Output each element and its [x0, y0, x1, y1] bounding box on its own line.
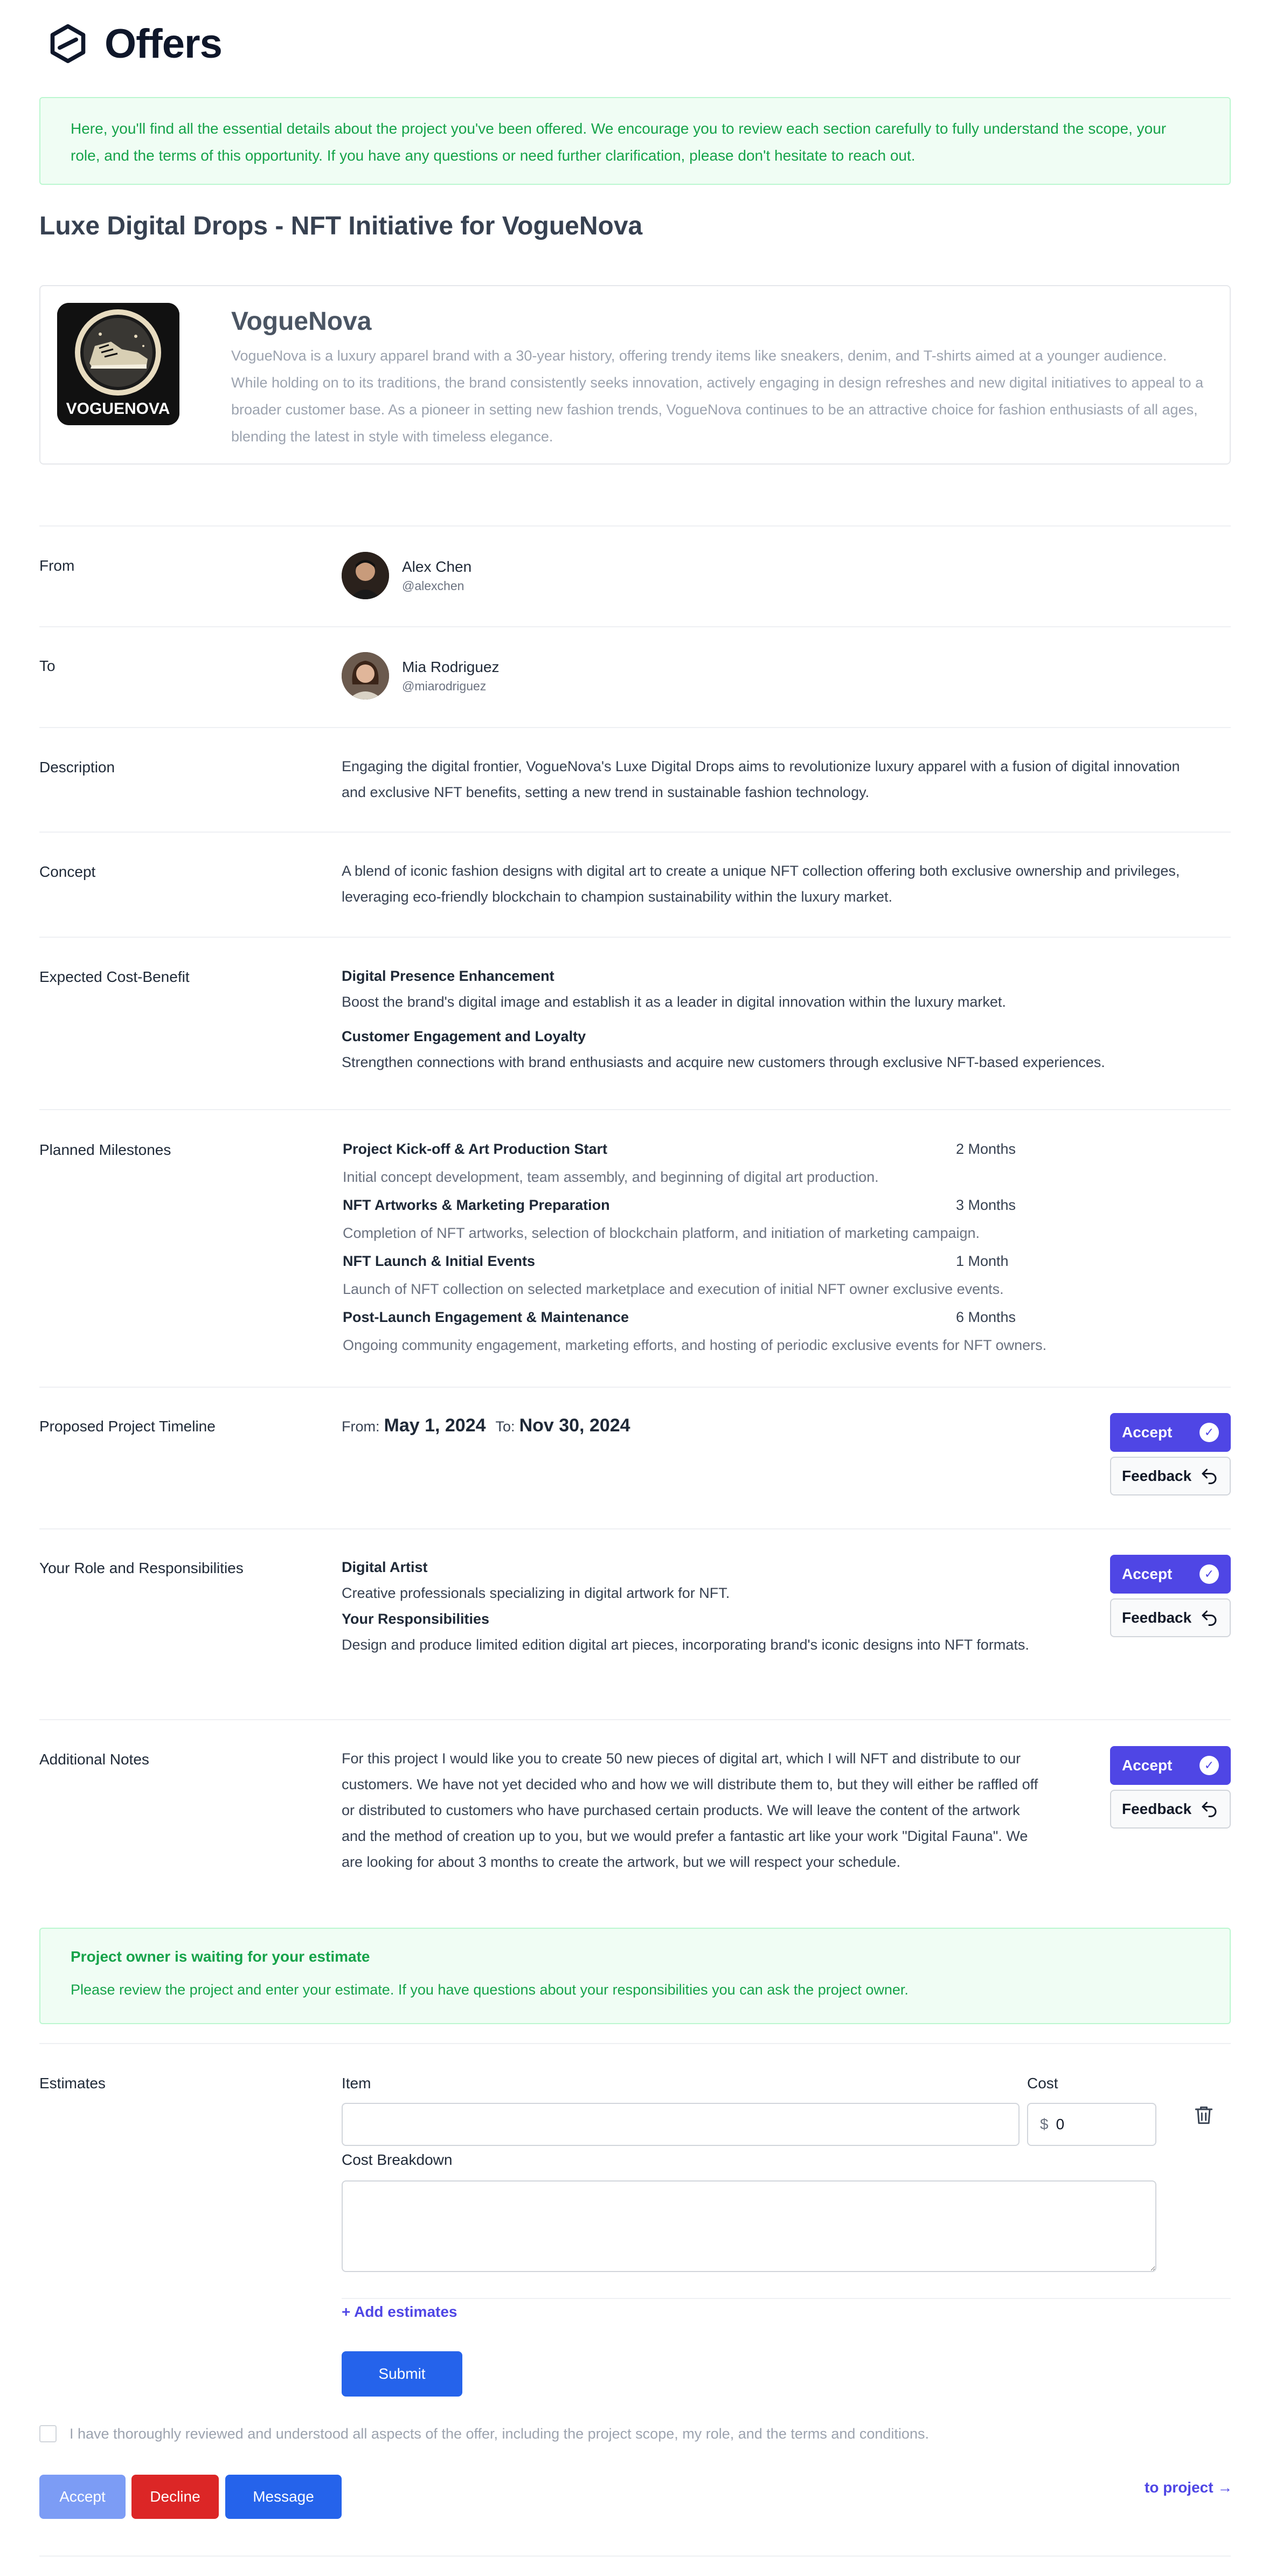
- accept-label: Accept: [1122, 1566, 1173, 1582]
- reply-arrow-icon: [1199, 1799, 1219, 1819]
- accept-label: Accept: [1122, 1424, 1173, 1441]
- to-name: Mia Rodriguez: [402, 658, 500, 675]
- notes-feedback-button[interactable]: [1110, 1790, 1231, 1829]
- submit-button[interactable]: Submit: [342, 2351, 462, 2397]
- trash-icon[interactable]: [1192, 2103, 1216, 2127]
- milestone-title: NFT Launch & Initial Events: [343, 1252, 536, 1269]
- divider: [39, 2556, 1231, 2557]
- waiting-title: Project owner is waiting for your estimate: [71, 1948, 370, 1965]
- divider: [39, 1109, 1231, 1110]
- timeline-from-label: From:: [342, 1418, 380, 1435]
- cost-breakdown-textarea[interactable]: [342, 2180, 1156, 2272]
- avatar: [342, 552, 389, 599]
- milestone-title: Post-Launch Engagement & Maintenance: [343, 1308, 629, 1325]
- divider: [39, 727, 1231, 728]
- responsibilities-title: Your Responsibilities: [342, 1611, 490, 1627]
- reply-arrow-icon: [1199, 1466, 1219, 1486]
- add-estimates-button[interactable]: + Add estimates: [342, 2303, 457, 2320]
- concept-text: A blend of iconic fashion designs with digital art to create a unique NFT collection offering both exclusive ownership and privileges, leveraging eco-friendly blockchain to champion sustainability within the luxury market.: [342, 863, 1180, 905]
- agreement-row[interactable]: [39, 2425, 929, 2442]
- divider: [39, 832, 1231, 833]
- message-button[interactable]: Message: [225, 2475, 342, 2519]
- to-handle: @miarodriguez: [402, 678, 487, 693]
- company-card: [39, 285, 1231, 465]
- to-person[interactable]: [342, 652, 500, 700]
- divider: [39, 2043, 1231, 2044]
- to-label: To: [39, 657, 56, 674]
- estimate-cost-input[interactable]: [1027, 2103, 1156, 2146]
- notes-label: Additional Notes: [39, 1751, 149, 1768]
- page-title: Offers: [105, 20, 222, 67]
- feedback-label: Feedback: [1122, 1801, 1192, 1817]
- to-project-link[interactable]: to project →: [1145, 2479, 1233, 2496]
- company-description: VogueNova is a luxury apparel brand with a 30-year history, offering trendy items like sneakers, denim, and T-shirts aimed at a younger audience. While holding on to its traditions, the brand consistently seeks innovation, actively engaging in design refreshes and new digital initiatives to appeal to a broader customer base. As a pioneer in setting new fashion trends, VogueNova continues to be an attractive choice for fashion enthusiasts of all ages, blending the latest in style with timeless elegance.: [231, 348, 1204, 445]
- role-title: Digital Artist: [342, 1559, 428, 1575]
- item-label: Item: [342, 2075, 371, 2092]
- intro-banner: Here, you'll find all the essential details about the project you've been offered. We encourage you to review each section carefully to fully understand the scope, your role, and the terms of this opportunity. If you have any questions or need further clarification, please don't hesitate to reach out.: [39, 97, 1231, 185]
- timeline-to-label: To:: [495, 1418, 515, 1435]
- milestone-desc: Launch of NFT collection on selected marketplace and execution of initial NFT owner exclusive events.: [343, 1280, 1004, 1297]
- cost-benefit-title: Customer Engagement and Loyalty: [342, 1028, 586, 1044]
- currency-symbol: $: [1040, 2116, 1049, 2132]
- milestone-desc: Completion of NFT artworks, selection of blockchain platform, and initiation of marketing campaign.: [343, 1224, 980, 1241]
- agreement-checkbox[interactable]: [39, 2425, 57, 2442]
- from-label: From: [39, 557, 75, 574]
- milestone-duration: 3 Months: [956, 1196, 1016, 1213]
- milestone-title: NFT Artworks & Marketing Preparation: [343, 1196, 610, 1213]
- check-circle-icon: ✓: [1199, 1423, 1219, 1442]
- cost-benefit-text: Boost the brand's digital image and establish it as a leader in digital innovation within the luxury market.: [342, 994, 1006, 1010]
- description-label: Description: [39, 759, 115, 775]
- accept-button[interactable]: Accept: [39, 2475, 126, 2519]
- responsibilities-text: Design and produce limited edition digital art pieces, incorporating brand's iconic designs into NFT formats.: [342, 1637, 1029, 1653]
- notes-text: For this project I would like you to create 50 new pieces of digital art, which I will NFT and distribute to our customers. We have not yet decided who and how we will distribute them to, but they will either be raffled off or distributed to customers who have purchased certain products. We will leave the content of the artwork and the method of creation up to you, but we would prefer a fantastic art like your work "Digital Fauna". We are looking for about 3 months to create the artwork, but we will respect your schedule.: [342, 1750, 1038, 1870]
- estimates-label: Estimates: [39, 2075, 106, 2092]
- milestone-duration: 1 Month: [956, 1252, 1009, 1269]
- company-logo: [57, 303, 179, 425]
- decline-button[interactable]: Decline: [131, 2475, 219, 2519]
- check-circle-icon: ✓: [1199, 1756, 1219, 1775]
- milestones-list: [342, 1135, 1182, 1359]
- role-text: Creative professionals specializing in digital artwork for NFT.: [342, 1585, 730, 1601]
- feedback-label: Feedback: [1122, 1609, 1192, 1626]
- milestone-duration: 2 Months: [956, 1140, 1016, 1157]
- timeline-from-date: May 1, 2024: [384, 1415, 486, 1436]
- description-text: Engaging the digital frontier, VogueNova's Luxe Digital Drops aims to revolutionize luxury apparel with a fusion of digital innovation and exclusive NFT benefits, setting a new trend in sustainable fashion technology.: [342, 758, 1180, 800]
- hexagon-logo-icon: [47, 23, 88, 64]
- project-title: Luxe Digital Drops - NFT Initiative for VogueNova: [39, 212, 643, 240]
- divider: [39, 937, 1231, 938]
- role-label: Your Role and Responsibilities: [39, 1560, 244, 1576]
- accept-label: Accept: [1122, 1757, 1173, 1774]
- agreement-text: I have thoroughly reviewed and understood all aspects of the offer, including the project scope, my role, and the terms and conditions.: [70, 2425, 929, 2442]
- milestones-label: Planned Milestones: [39, 1141, 171, 1158]
- milestone-desc: Initial concept development, team assembly, and beginning of digital art production.: [343, 1168, 879, 1185]
- divider: [39, 1387, 1231, 1388]
- waiting-text: Please review the project and enter your estimate. If you have questions about your responsibilities you can ask the project owner.: [71, 1982, 909, 1998]
- cost-benefit-list: [342, 963, 1204, 1075]
- divider: [39, 1719, 1231, 1720]
- milestone-row: [342, 1191, 1182, 1219]
- from-handle: @alexchen: [402, 578, 464, 593]
- milestone-row: [342, 1135, 1182, 1163]
- milestone-desc: Ongoing community engagement, marketing efforts, and hosting of periodic exclusive events for NFT owners.: [343, 1337, 1047, 1353]
- estimate-item-input[interactable]: [342, 2103, 1020, 2146]
- role-feedback-button[interactable]: [1110, 1598, 1231, 1637]
- timeline-to-date: Nov 30, 2024: [519, 1415, 630, 1436]
- from-person[interactable]: [342, 552, 471, 599]
- reply-arrow-icon: [1199, 1608, 1219, 1628]
- milestone-duration: 6 Months: [956, 1308, 1016, 1325]
- concept-label: Concept: [39, 863, 96, 880]
- cost-benefit-label: Expected Cost-Benefit: [39, 968, 190, 985]
- milestone-title: Project Kick-off & Art Production Start: [343, 1140, 608, 1157]
- check-circle-icon: ✓: [1199, 1564, 1219, 1584]
- company-logo-text: VOGUENOVA: [66, 400, 170, 418]
- timeline-range: [342, 1415, 636, 1436]
- timeline-label: Proposed Project Timeline: [39, 1418, 216, 1435]
- role-content: [342, 1554, 1042, 1658]
- divider: [342, 2298, 1231, 2299]
- milestone-row: [342, 1303, 1182, 1331]
- divider: [39, 525, 1231, 527]
- estimate-waiting-banner: [39, 1928, 1231, 2024]
- notes-accept-button[interactable]: [1110, 1746, 1231, 1785]
- milestone-row: [342, 1247, 1182, 1275]
- divider: [39, 626, 1231, 627]
- avatar: [342, 652, 389, 700]
- cost-label: Cost: [1027, 2075, 1058, 2092]
- role-accept-button[interactable]: [1110, 1555, 1231, 1594]
- timeline-feedback-button[interactable]: [1110, 1457, 1231, 1495]
- from-name: Alex Chen: [402, 558, 472, 575]
- cost-value: 0: [1056, 2116, 1065, 2132]
- feedback-label: Feedback: [1122, 1467, 1192, 1484]
- cost-benefit-text: Strengthen connections with brand enthusiasts and acquire new customers through exclusive NFT-based experiences.: [342, 1054, 1105, 1070]
- divider: [39, 1528, 1231, 1529]
- company-name: VogueNova: [231, 307, 372, 336]
- timeline-accept-button[interactable]: [1110, 1413, 1231, 1452]
- breakdown-label: Cost Breakdown: [342, 2151, 453, 2168]
- cost-benefit-title: Digital Presence Enhancement: [342, 968, 554, 984]
- page-header: [47, 19, 222, 68]
